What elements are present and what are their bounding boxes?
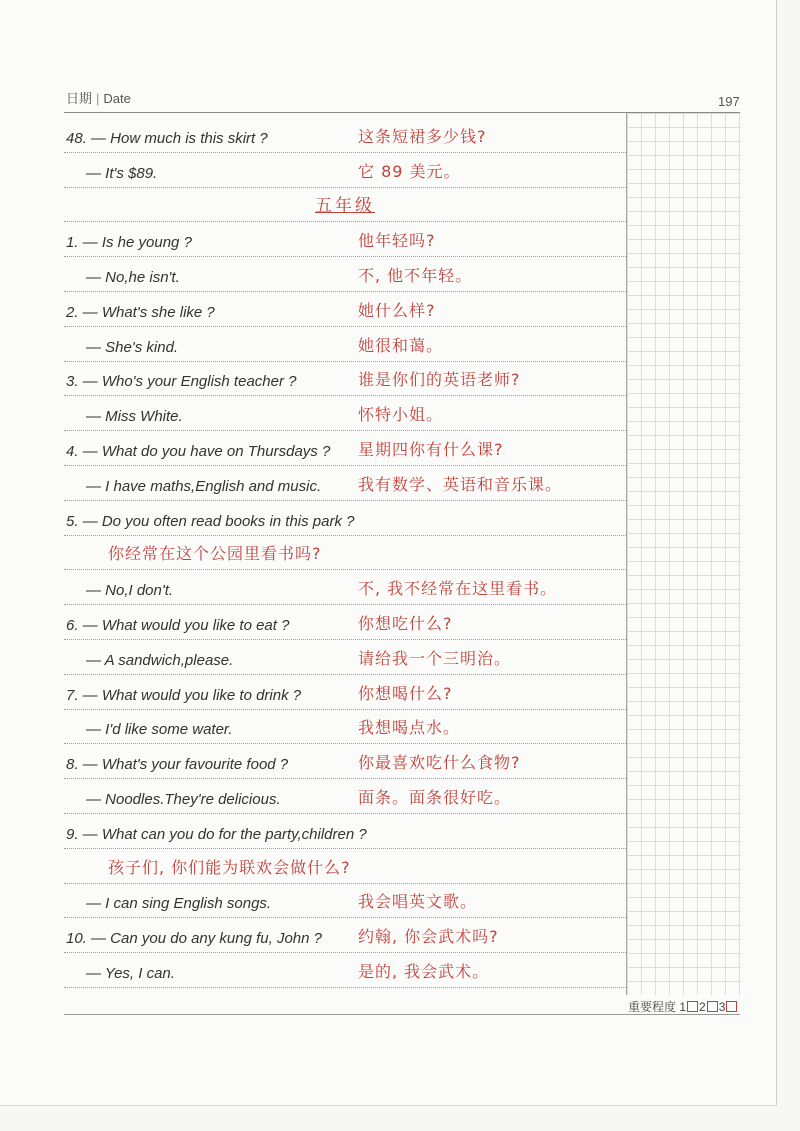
sentence-line — [64, 640, 626, 675]
sentence-line — [64, 327, 626, 362]
grade-heading-line — [64, 188, 626, 223]
sentence-line — [64, 257, 626, 292]
english-answer: — No,I don't. — [86, 582, 174, 600]
chinese-translation: 我有数学、英语和音乐课。 — [358, 474, 563, 494]
importance-level-1: 1 — [679, 1000, 687, 1014]
chinese-translation: 面条。面条很好吃。 — [358, 787, 512, 807]
english-question: 10. — Can you do any kung fu, John ? — [66, 930, 323, 948]
chinese-translation: 她很和蔼。 — [358, 335, 444, 355]
date-label-zh: 日期 — [66, 91, 93, 106]
sentence-line — [64, 710, 626, 745]
english-answer: — She's kind. — [86, 338, 179, 356]
english-answer: — It's $89. — [86, 164, 158, 182]
sentence-line — [64, 884, 626, 919]
date-separator: | — [96, 91, 100, 106]
grade-heading: 五年级 — [315, 196, 375, 217]
importance-level-2: 2 — [699, 1000, 706, 1014]
sentence-line — [64, 362, 626, 397]
date-header — [66, 88, 131, 107]
english-answer: — Noodles.They're delicious. — [86, 790, 281, 808]
english-answer: — No,he isn't. — [86, 268, 180, 286]
chinese-translation: 我想喝点水。 — [358, 718, 461, 738]
sentence-line — [64, 675, 626, 710]
sentence-line — [64, 605, 626, 640]
sentence-line — [64, 779, 626, 814]
sentence-line — [64, 814, 626, 849]
chinese-translation: 是的, 我会武术。 — [358, 961, 490, 981]
sentence-line — [64, 849, 626, 884]
english-question: 5. — Do you often read books in this park ? — [66, 512, 355, 530]
chinese-translation: 它 89 美元。 — [358, 161, 461, 181]
chinese-translation: 孩子们, 你们能为联欢会做什么? — [108, 857, 351, 877]
chinese-translation: 谁是你们的英语老师? — [358, 370, 521, 390]
chinese-translation: 不, 他不年轻。 — [358, 265, 473, 285]
checkbox-1[interactable] — [687, 1001, 698, 1012]
english-question: 3. — Who's your English teacher ? — [66, 373, 297, 391]
chinese-translation: 请给我一个三明治。 — [358, 648, 512, 668]
chinese-translation: 你想喝什么? — [358, 683, 453, 703]
sentence-line — [64, 744, 626, 779]
chinese-translation: 她什么样? — [358, 300, 436, 320]
english-question: 8. — What's your favourite food ? — [66, 756, 289, 774]
english-answer: — A sandwich,please. — [86, 651, 234, 669]
english-question: 6. — What would you like to eat ? — [66, 616, 290, 634]
chinese-translation: 你最喜欢吃什么食物? — [358, 753, 521, 773]
chinese-translation: 约翰, 你会武术吗? — [358, 927, 499, 947]
english-answer: — I'd like some water. — [86, 721, 233, 739]
sentence-line — [64, 431, 626, 466]
sentence-line — [64, 570, 626, 605]
chinese-translation: 你想吃什么? — [358, 613, 453, 633]
english-question: 7. — What would you like to drink ? — [66, 686, 302, 704]
importance-level-3: 3 — [718, 1000, 726, 1014]
sentence-line — [64, 466, 626, 501]
english-answer: — Yes, I can. — [86, 964, 175, 982]
importance-label: 重要程度 — [628, 1000, 677, 1014]
english-question: 1. — Is he young ? — [66, 234, 192, 252]
english-question: 4. — What do you have on Thursdays ? — [66, 442, 331, 460]
sentence-line — [64, 292, 626, 327]
chinese-translation: 怀特小姐。 — [358, 405, 444, 425]
chinese-translation: 我会唱英文歌。 — [358, 892, 478, 912]
english-answer: — I have maths,English and music. — [86, 477, 322, 495]
chinese-translation: 这条短裙多少钱? — [358, 126, 487, 146]
sentence-line — [64, 222, 626, 257]
checkbox-3[interactable] — [726, 1001, 737, 1012]
sentence-line — [64, 536, 626, 571]
english-question: 9. — What can you do for the party,children ? — [66, 825, 367, 843]
english-question: 2. — What's she like ? — [66, 303, 215, 321]
sentence-line — [64, 501, 626, 536]
chinese-translation: 不, 我不经常在这里看书。 — [358, 579, 558, 599]
sentence-line — [64, 153, 626, 188]
sentence-line — [64, 396, 626, 431]
page-number: 197 — [718, 94, 740, 109]
sentence-line — [64, 918, 626, 953]
chinese-translation: 星期四你有什么课? — [358, 439, 504, 459]
english-answer: — Miss White. — [86, 408, 183, 426]
date-label-en: Date — [103, 91, 131, 106]
chinese-translation: 你经常在这个公园里看书吗? — [108, 544, 322, 564]
sentence-line — [64, 953, 626, 988]
sentence-line — [64, 118, 626, 153]
checkbox-2[interactable] — [707, 1001, 718, 1012]
note-grid — [626, 113, 741, 995]
chinese-translation: 他年轻吗? — [358, 231, 436, 251]
english-answer: — I can sing English songs. — [86, 895, 272, 913]
english-question: 48. — How much is this skirt ? — [66, 129, 268, 147]
importance-rating — [628, 998, 738, 1015]
